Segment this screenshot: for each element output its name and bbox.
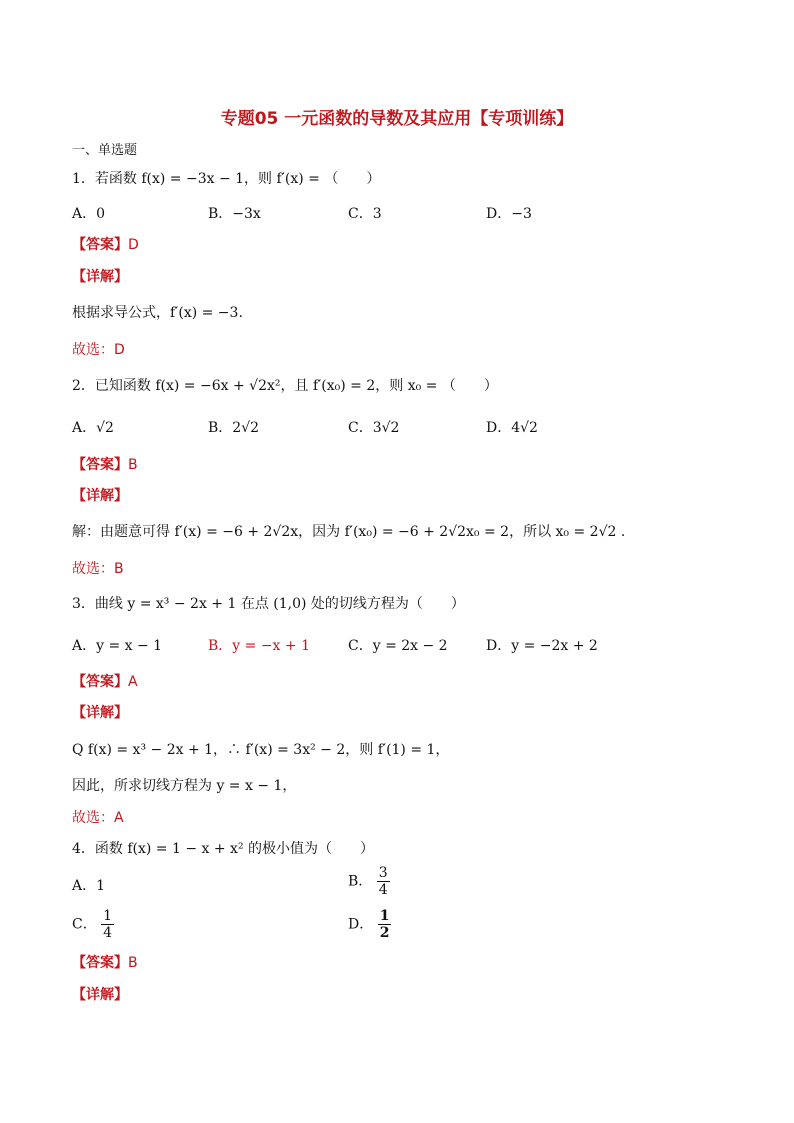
denominator: 4 [378, 882, 388, 898]
q1-answer [72, 235, 139, 255]
q4-option-d [348, 908, 391, 941]
q2-option-c: C．3√2 [348, 420, 400, 436]
q1-option-a: A．0 [72, 206, 106, 222]
numerator: 3 [378, 865, 388, 881]
option-label: B． [348, 873, 373, 890]
choice-label: 故选： [72, 342, 114, 358]
q2-stem: 2．已知函数 f(x) = −6x + √2x²，且 f′(x₀) = 2，则 x₀ = （ ） [72, 378, 498, 394]
q3-choice [72, 808, 124, 828]
fraction [378, 908, 392, 941]
q3-option-c: C．y = 2x − 2 [348, 638, 448, 654]
q4-option-a: A．1 [72, 878, 106, 894]
choice-value: D [114, 342, 125, 358]
q4-stem: 4．函数 f(x) = 1 − x + x² 的极小值为（ ） [72, 841, 375, 857]
q3-option-b: B．y = −x + 1 [208, 638, 310, 654]
answer-value: A [128, 674, 138, 690]
q4-answer [72, 953, 138, 973]
denominator: 4 [103, 925, 113, 941]
choice-value: B [114, 561, 124, 577]
q2-option-a: A．√2 [72, 420, 114, 436]
answer-label: 【答案】 [72, 457, 128, 473]
answer-label: 【答案】 [72, 674, 128, 690]
q1-choice [72, 340, 125, 360]
q1-detail-label: 【详解】 [72, 269, 128, 285]
page-title: 专题05 一元函数的导数及其应用【专项训练】 [220, 109, 574, 129]
q1-option-d: D．−3 [486, 206, 532, 222]
q1-solution: 根据求导公式，f′(x) = −3. [72, 305, 243, 321]
q3-detail-label: 【详解】 [72, 705, 128, 721]
denominator: 2 [379, 925, 390, 941]
option-label: D． [348, 916, 374, 933]
q3-solution-2: 因此，所求切线方程为 y = x − 1， [72, 778, 297, 794]
q3-solution-1: Q f(x) = x³ − 2x + 1，∴ f′(x) = 3x² − 2，则 f′(1) = 1， [72, 742, 450, 758]
numerator: 1 [379, 908, 390, 924]
q2-option-b: B．2√2 [208, 420, 260, 436]
q4-detail-label: 【详解】 [72, 987, 128, 1003]
q2-detail-label: 【详解】 [72, 488, 128, 504]
numerator: 1 [103, 908, 113, 924]
q1-option-c: C．3 [348, 206, 382, 222]
q4-option-b [348, 865, 390, 898]
q3-option-d: D．y = −2x + 2 [486, 638, 598, 654]
answer-label: 【答案】 [72, 955, 128, 971]
q3-answer [72, 672, 138, 692]
answer-label: 【答案】 [72, 237, 128, 253]
q1-stem: 1．若函数 f(x) = −3x − 1，则 f′(x) = （ ） [72, 171, 381, 187]
answer-value: D [128, 237, 139, 253]
choice-label: 故选： [72, 810, 114, 826]
q3-option-a: A．y = x − 1 [72, 638, 163, 654]
option-label: C． [72, 916, 97, 933]
q2-answer [72, 455, 138, 475]
q1-option-b: B．−3x [208, 206, 261, 222]
q4-option-c [72, 908, 114, 941]
q3-stem: 3．曲线 y = x³ − 2x + 1 在点 (1,0) 处的切线方程为（ ） [72, 596, 465, 612]
answer-value: B [128, 955, 138, 971]
choice-label: 故选： [72, 561, 114, 577]
q2-option-d: D．4√2 [486, 420, 538, 436]
choice-value: A [114, 810, 124, 826]
fraction [377, 865, 390, 898]
fraction [101, 908, 114, 941]
section-heading: 一、单选题 [72, 143, 138, 158]
q2-choice [72, 559, 124, 579]
q2-solution: 解：由题意可得 f′(x) = −6 + 2√2x，因为 f′(x₀) = −6 + 2√2x₀ = 2，所以 x₀ = 2√2 . [72, 524, 626, 540]
answer-value: B [128, 457, 138, 473]
